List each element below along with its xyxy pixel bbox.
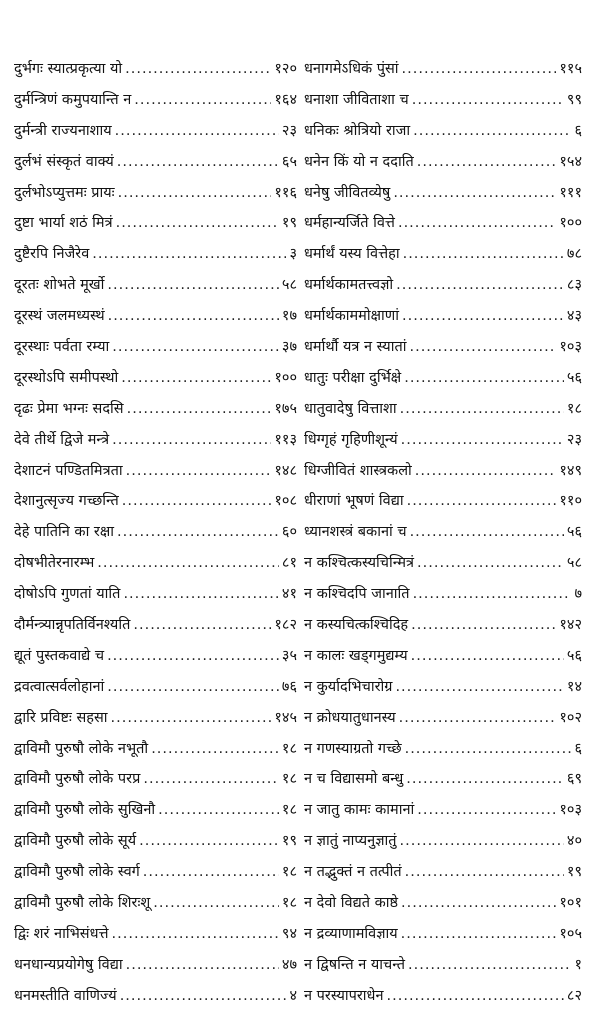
dot-leader [410,524,564,540]
verse-first-line: दोषभीतेरनारम्भ [14,555,95,572]
page-number: ५६ [566,524,582,541]
verse-first-line: द्यूतं पुस्तकवाद्ये च [14,647,105,664]
verse-first-line: धर्महान्यर्जिते वित्ते [304,215,395,232]
dot-leader [107,277,279,293]
verse-first-line: दूरस्थोऽपि समीपस्थो [14,369,119,386]
verse-first-line: न तद्भुक्तं न तत्पीतं [304,864,402,881]
page-number: ९४ [281,925,297,942]
index-entry-right [304,521,582,552]
page-number: ७६ [281,678,297,695]
page-number: १११ [559,184,582,201]
index-entry-right [304,830,582,861]
verse-first-line: दृढः प्रेमा भग्नः सदसि [14,400,124,417]
verse-first-line: द्वाविमौ पुरुषौ लोके सूर्य [14,833,137,850]
page-number: १८ [281,802,297,819]
dot-leader [143,864,279,880]
page-number: ८२ [566,987,582,1004]
dot-leader [111,710,272,726]
dot-leader [417,555,564,571]
page-number: २३ [566,431,582,448]
index-entry-left [14,120,297,151]
verse-first-line: न कस्यचित्कश्चिदिह [304,617,409,634]
page-number: ८१ [281,555,297,572]
index-entry-right [304,614,582,645]
dot-leader [404,370,564,386]
verse-first-line: धिग्जीवितं शास्त्रकलो [304,462,412,479]
index-entry-right [304,892,582,923]
verse-first-line: न कुर्यादभिचारोग्र [304,678,393,695]
index-entry-left [14,521,297,552]
dot-leader [97,555,279,571]
page-number: १९ [281,833,297,850]
index-entry-right [304,707,582,738]
dot-leader [116,215,279,231]
verse-first-line: धनधान्यप्रयोगेषु विद्या [14,956,123,973]
page-number: १२० [274,61,297,77]
verse-first-line: दुर्लभोऽप्युत्तमः प्रायः [14,184,115,201]
dot-leader [143,771,279,787]
verse-first-line: न क्रोधयातुधानस्य [304,709,396,726]
page-number: १८ [281,740,297,757]
index-entry-left [14,923,297,954]
verse-first-line: धीराणां भूषणं विद्या [304,493,404,510]
verse-first-line: न द्रव्याणामविज्ञाय [304,925,398,942]
verse-first-line: द्वाविमौ पुरुषौ लोके शिरःशू [14,895,151,912]
index-entry-left [14,212,297,243]
page-number: ९९ [566,91,582,108]
index-entry-left [14,614,297,645]
index-entry-right [304,552,582,583]
index-entry-right [304,336,582,367]
page-number: १०२ [559,709,582,726]
index-entry-right [304,490,582,521]
page-number: १८ [566,400,582,417]
verse-first-line: धर्मार्थौ यत्र न स्यातां [304,339,407,356]
page-number: १८२ [274,617,297,634]
page-number: १८ [281,895,297,912]
verse-first-line: धातुवादेषु वित्ताशा [304,400,397,417]
page-number: ३ [289,246,297,263]
verse-first-line: धनागमेऽधिकं पुंसां [304,61,399,77]
dot-leader [400,401,564,417]
page-number: १४ [566,678,582,695]
verse-first-line: देशाटनं पण्डितमित्रता [14,462,123,479]
verse-first-line: धनमस्तीति वाणिज्यं [14,987,117,1004]
index-entry-left [14,676,297,707]
verse-first-line: द्वाविमौ पुरुषौ लोके स्वर्ग [14,864,140,881]
index-entry-left [14,645,297,676]
index-entry-left [14,182,297,213]
page-number: ६९ [566,771,582,788]
dot-leader [407,493,557,509]
page-number: १४९ [559,462,582,479]
dot-leader [413,123,571,139]
dot-leader [417,802,556,818]
dot-leader [126,957,279,973]
index-entry-left [14,151,297,182]
dot-leader [151,741,279,757]
index-entry-right [304,985,582,1016]
index-entry-right [304,274,582,305]
page-number: १८ [281,771,297,788]
dot-leader [158,802,279,818]
page-number: ११६ [274,184,297,201]
dot-leader [399,710,557,726]
page-number: ४३ [566,308,582,325]
verse-first-line: धनेन किं यो न ददाति [304,153,414,170]
index-column-left [14,58,297,1016]
page-number: १०५ [559,925,582,942]
index-entry-left [14,707,297,738]
dot-leader [123,586,278,602]
dot-leader [117,154,279,170]
dot-leader [417,154,557,170]
verse-first-line: द्रवत्वात्सर्वलोहानां [14,678,105,695]
index-entry-left [14,58,297,89]
dot-leader [118,185,272,201]
index-entry-left [14,830,297,861]
index-entry-right [304,182,582,213]
verse-first-line: दुर्मन्त्री राज्यनाशाय [14,122,112,139]
page-number: १६४ [274,91,297,108]
page-number: १४८ [274,462,297,479]
index-entry-left [14,954,297,985]
index-entry-right [304,460,582,491]
index-entry-right [304,305,582,336]
page-number: ११५ [559,61,582,77]
page-number: ११३ [274,431,297,448]
page-number: ६ [574,740,582,757]
index-entry-right [304,429,582,460]
page-number: १७५ [274,400,297,417]
page-number: १०० [274,369,297,386]
verse-first-line: न कश्चित्कस्यचिन्मित्रं [304,555,415,572]
verse-first-line: धातुः परीक्षा दुर्भिक्षे [304,369,402,386]
dot-leader [153,895,279,911]
dot-leader [409,339,556,355]
index-entry-right [304,676,582,707]
page-number: १७ [281,308,297,325]
verse-first-line: दूरस्थं जलमध्यस्थं [14,308,105,325]
verse-first-line: दुर्भगः स्यात्प्रकृत्या यो [14,61,123,77]
dot-leader [134,92,271,108]
index-entry-left [14,892,297,923]
page-number: १९ [566,864,582,881]
verse-first-line: न जातु कामः कामानां [304,802,415,819]
dot-leader [413,586,572,602]
page-number: ६ [574,122,582,139]
page-number: ४७ [281,956,297,973]
verse-first-line: धर्मार्थकाममोक्षाणां [304,308,399,325]
index-entry-right [304,645,582,676]
dot-leader [112,432,271,448]
verse-first-line: धनेषु जीवितव्येषु [304,184,391,201]
index-entry-left [14,429,297,460]
dot-leader [415,463,557,479]
verse-first-line: द्विः शरं नाभिसंधत्ते [14,925,109,942]
index-entry-left [14,367,297,398]
page-number: १ [574,956,582,973]
page-number: ३५ [281,647,297,664]
page-number: ७ [574,586,582,603]
verse-first-line: धर्मार्थं यस्य वित्तेहा [304,246,400,263]
dot-leader [125,61,271,77]
page-number: १४२ [559,617,582,634]
dot-leader [401,432,564,448]
index-entry-left [14,305,297,336]
dot-leader [133,617,271,633]
index-entry-right [304,367,582,398]
page-number: १८ [281,864,297,881]
index-entry-left [14,985,297,1016]
index-entry-right [304,923,582,954]
verse-first-line: न कालः खड्गमुद्यम्य [304,647,408,664]
verse-first-line: द्वारि प्रविष्टः सहसा [14,709,108,726]
verse-first-line: न द्विषन्ति न याचन्ते [304,956,405,973]
verse-first-line: दुष्टैरपि निजैरेव [14,246,90,263]
dot-leader [120,988,287,1004]
verse-first-line: न देवो विद्यते काष्ठे [304,895,399,912]
dot-leader [127,401,272,417]
index-entry-left [14,274,297,305]
dot-leader [398,215,556,231]
index-entry-left [14,89,297,120]
index-entry-left [14,552,297,583]
verse-first-line: दुष्टा भार्या शठं मित्रं [14,215,113,232]
dot-leader [411,648,564,664]
index-entry-right [304,212,582,243]
verse-first-line: द्वाविमौ पुरुषौ लोके सुखिनौ [14,802,156,819]
dot-leader [406,771,564,787]
page-number: ३७ [281,339,297,356]
page-number: ५६ [566,647,582,664]
page-number: ५८ [281,277,297,294]
index-entry-right [304,799,582,830]
page-number: ८३ [566,277,582,294]
dot-leader [405,741,572,757]
dot-leader [402,308,564,324]
verse-first-line: द्वाविमौ पुरुषौ लोके परप्र [14,771,141,788]
verse-first-line: न गणस्याग्रतो गच्छे [304,740,402,757]
verse-first-line: न च विद्यासमो बन्धु [304,771,404,788]
verse-first-line: दुर्मन्त्रिणं कमुपयान्ति न [14,91,132,108]
dot-leader [112,926,279,942]
page-number: ५६ [566,369,582,386]
index-entry-right [304,738,582,769]
index-entry-left [14,398,297,429]
verse-first-line: द्वाविमौ पुरुषौ लोके नभूतौ [14,740,149,757]
dot-leader [393,185,556,201]
index-entry-left [14,460,297,491]
dot-leader [108,308,279,324]
index-entry-right [304,954,582,985]
dot-leader [402,61,557,77]
page-number: १०१ [559,895,582,912]
dot-leader [126,463,272,479]
verse-first-line: धनाशा जीविताशा च [304,91,409,108]
verse-first-line: दुर्लभं संस्कृतं वाक्यं [14,153,114,170]
verse-first-line: न कश्चिदपि जानाति [304,586,410,603]
index-entry-right [304,398,582,429]
dot-leader [117,524,279,540]
page-number: १५४ [559,153,582,170]
verse-first-line: दूरस्थाः पर्वता रम्या [14,339,110,356]
index-entry-left [14,768,297,799]
verse-first-line: ध्यानशस्त्रं बकानां च [304,524,407,541]
dot-leader [396,277,564,293]
index-entry-right [304,243,582,274]
dot-leader [121,370,271,386]
dot-leader [395,679,563,695]
page-number: ७८ [566,246,582,263]
page-number: ४१ [281,586,297,603]
verse-first-line: धर्मार्थकामतत्त्वज्ञो [304,277,394,294]
dot-leader [139,833,279,849]
verse-first-line: देवे तीर्थे द्विजे मन्त्रे [14,431,110,448]
index-entry-left [14,583,297,614]
page-number: १०३ [559,802,582,819]
page-number: १०३ [559,339,582,356]
verse-first-line: दूरतः शोभते मूर्खो [14,277,105,294]
dot-leader [107,679,279,695]
page-number: ६५ [281,153,297,170]
index-entry-left [14,799,297,830]
index-entry-left [14,490,297,521]
index-entry-right [304,58,582,89]
page-number: ४० [566,833,582,850]
index-entry-right [304,120,582,151]
page-number: १०० [559,215,582,232]
dot-leader [408,957,571,973]
verse-first-line: धिग्गृहं गृहिणीशून्यं [304,431,398,448]
index-entry-left [14,738,297,769]
index-entry-left [14,243,297,274]
index-entry-right [304,861,582,892]
index-entry-right [304,583,582,614]
dot-leader [400,833,564,849]
verse-first-line: देशानुत्सृज्य गच्छन्ति [14,493,119,510]
page-number: १०८ [274,493,297,510]
page-number: ११० [559,493,582,510]
dot-leader [107,648,279,664]
index-entry-left [14,861,297,892]
index-entry-right [304,89,582,120]
index-column-right [304,58,582,1016]
verse-first-line: धनिकः श्रोत्रियो राजा [304,122,411,139]
dot-leader [411,617,556,633]
dot-leader [412,92,564,108]
dot-leader [115,123,279,139]
index-entry-right [304,151,582,182]
dot-leader [122,493,272,509]
page-number: १४५ [274,709,297,726]
page-number: ५८ [566,555,582,572]
page-number: १९ [281,215,297,232]
page-number: ४ [289,987,297,1004]
dot-leader [92,246,286,262]
index-entry-left [14,336,297,367]
dot-leader [401,926,557,942]
page-number: २३ [281,122,297,139]
index-entry-right [304,768,582,799]
verse-first-line: दौर्मन्त्र्यान्नृपतिर्विनश्यति [14,617,131,634]
dot-leader [112,339,279,355]
verse-first-line: न परस्यापराधेन [304,987,384,1004]
dot-leader [387,988,564,1004]
verse-first-line: दोषोऽपि गुणतां याति [14,586,121,603]
verse-first-line: देहे पातिनि का रक्षा [14,524,115,541]
dot-leader [401,895,556,911]
verse-first-line: न ज्ञातुं नाप्यनुज्ञातुं [304,833,397,850]
dot-leader [405,864,564,880]
dot-leader [403,246,564,262]
page-number: ६० [281,524,297,541]
